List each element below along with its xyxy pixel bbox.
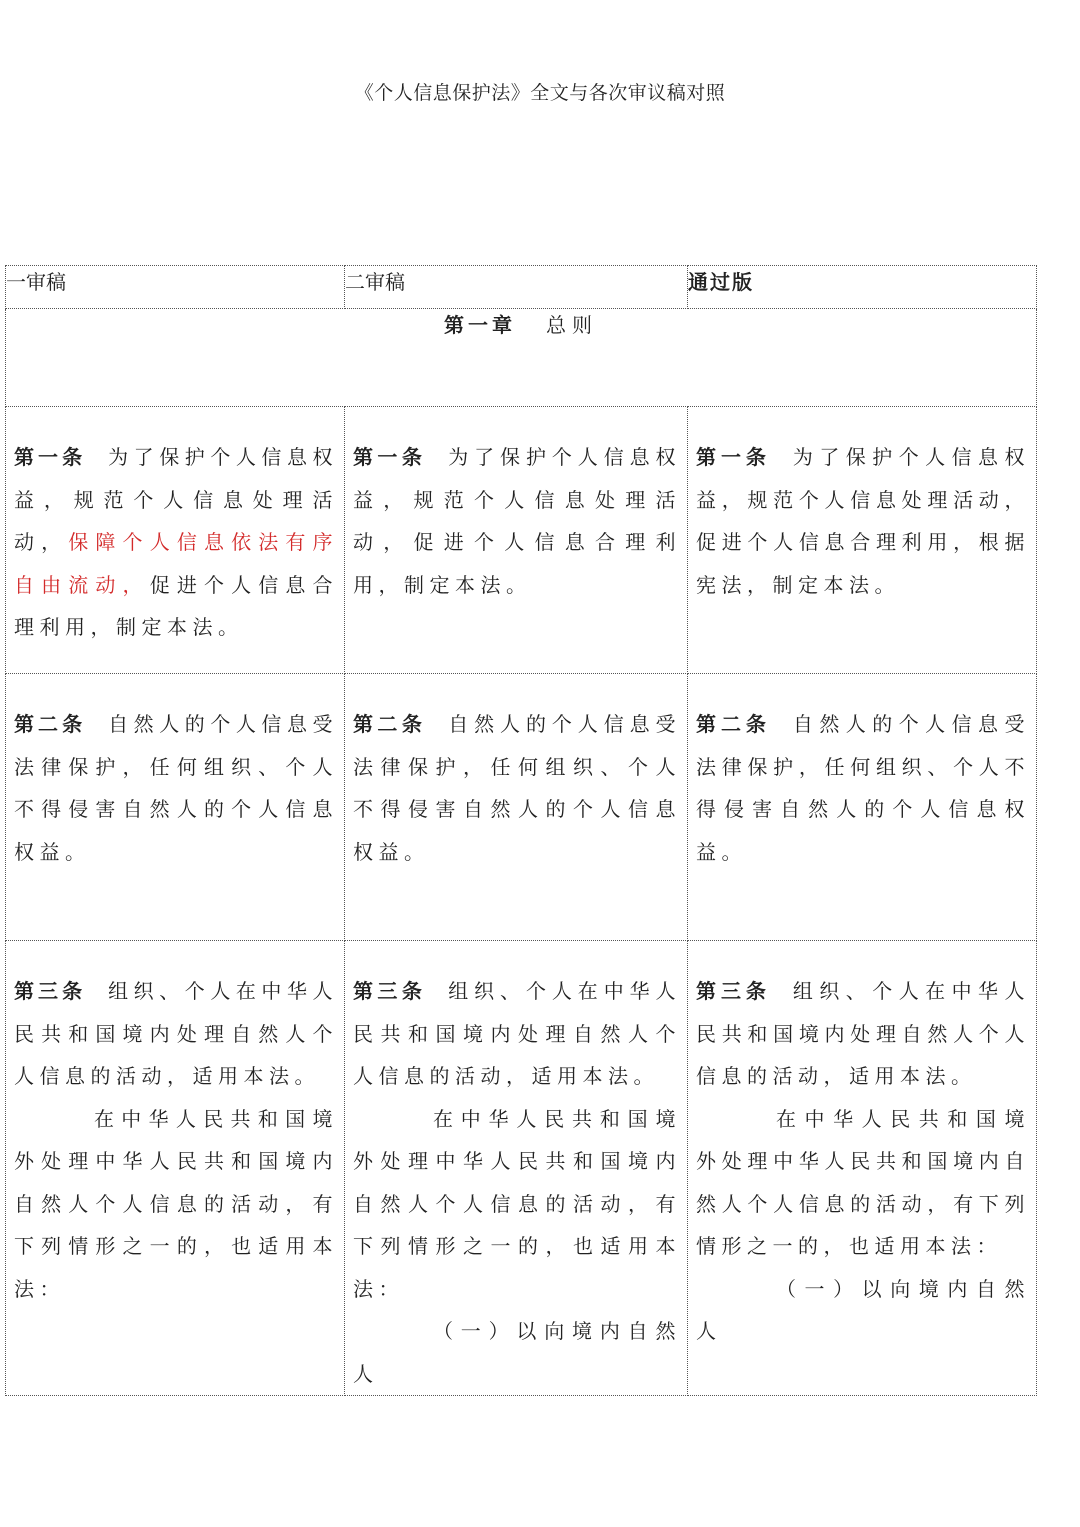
header-final: 通过版 <box>688 266 1037 309</box>
article-label: 第一条 <box>14 445 87 469</box>
article3-draft2-cell <box>345 941 688 1396</box>
highlighted-text: 保障个人信息依法有序自由流动， <box>14 530 339 597</box>
article2-final-cell <box>688 674 1037 941</box>
article-paragraph: 在中华人民共和国境外处理中华人民共和国境内自然人个人信息的活动，有下列情形之一的，也适用本法： <box>353 1106 681 1301</box>
header-draft2: 二审稿 <box>345 266 688 309</box>
article-text: 组织、个人在中华人民共和国境内处理自然人个人信息的活动，适用本法。 <box>696 979 1031 1088</box>
chapter-heading <box>6 309 1037 407</box>
article2-draft2-cell <box>345 674 688 941</box>
article-text: 自然人的个人信息受法律保护，任何组织、个人不得侵害自然人的个人信息权益。 <box>14 712 339 864</box>
article-text: 组织、个人在中华人民共和国境内处理自然人个人信息的活动，适用本法。 <box>353 979 682 1088</box>
article-paragraph: （一）以向境内自然人 <box>353 1319 681 1386</box>
article-label: 第三条 <box>696 979 771 1003</box>
article-label: 第二条 <box>696 712 771 736</box>
article-row-1 <box>6 407 1037 674</box>
article1-final-cell <box>688 407 1037 674</box>
article-paragraph: 在中华人民共和国境外处理中华人民共和国境内自然人个人信息的活动，有下列情形之一的，也适用本法： <box>696 1106 1030 1258</box>
article-label: 第一条 <box>696 445 771 469</box>
chapter-row <box>6 309 1037 407</box>
article-paragraph: 在中华人民共和国境外处理中华人民共和国境内自然人个人信息的活动，有下列情形之一的，也适用本法： <box>14 1106 338 1301</box>
article-text: 组织、个人在中华人民共和国境内处理自然人个人信息的活动，适用本法。 <box>14 979 339 1088</box>
article3-draft1-cell <box>6 941 345 1396</box>
article-label: 第三条 <box>353 979 427 1003</box>
article-text: 为了保护个人信息权益，规范个人信息处理活动， <box>14 445 339 554</box>
article-paragraph: （一）以向境内自然人 <box>696 1276 1030 1343</box>
header-draft1: 一审稿 <box>6 266 345 309</box>
comparison-table <box>5 265 1037 1396</box>
document-title: 《个人信息保护法》全文与各次审议稿对照 <box>354 82 726 104</box>
article-text: 为了保护个人信息权益，规范个人信息处理活动，促进个人信息合理利用，根据宪法，制定本法。 <box>696 445 1031 597</box>
article-text: 自然人的个人信息受法律保护，任何组织、个人不得侵害自然人的个人信息权益。 <box>696 712 1031 864</box>
article-row-2 <box>6 674 1037 941</box>
chapter-number: 第一章 <box>444 313 516 337</box>
header-row <box>6 266 1037 309</box>
article2-draft1-cell <box>6 674 345 941</box>
article-text: 为了保护个人信息权益，规范个人信息处理活动，促进个人信息合理利用，制定本法。 <box>353 445 682 597</box>
article-label: 第一条 <box>353 445 427 469</box>
article-row-3 <box>6 941 1037 1396</box>
article-text: 促进个人信息合理利用，制定本法。 <box>14 572 339 639</box>
article-label: 第二条 <box>14 712 87 736</box>
article-label: 第三条 <box>14 979 87 1003</box>
article3-final-cell <box>688 941 1037 1396</box>
article1-draft1-cell <box>6 407 345 674</box>
article-text: 自然人的个人信息受法律保护，任何组织、个人不得侵害自然人的个人信息权益。 <box>353 712 682 864</box>
chapter-name: 总则 <box>546 313 598 337</box>
article-label: 第二条 <box>353 712 427 736</box>
article1-draft2-cell <box>345 407 688 674</box>
